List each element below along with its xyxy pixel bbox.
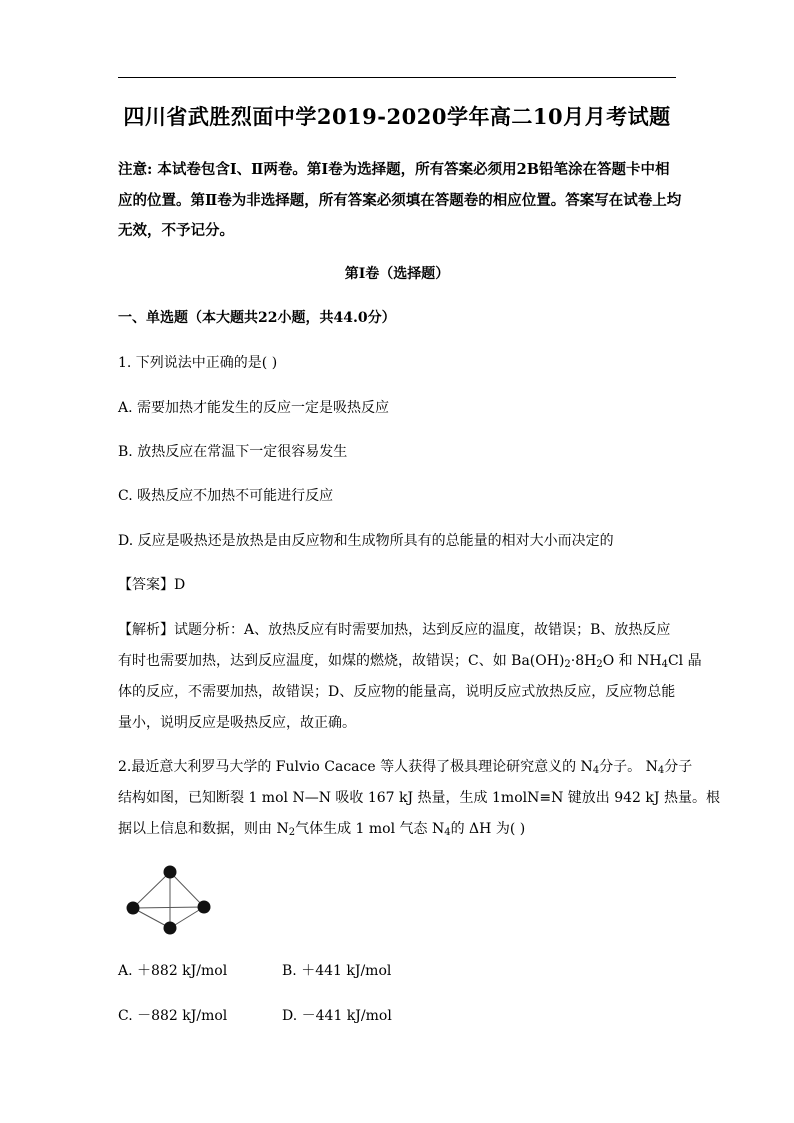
question-1-option-d: D. 反应是吸热还是放热是由反应物和生成物所具有的总能量的相对大小而决定的	[118, 533, 614, 549]
notice-line-2: 应的位置。第Ⅱ卷为非选择题，所有答案必须填在答题卷的相应位置。答案写在试卷上均	[118, 192, 682, 209]
question-2-line-2: 结构如图，已知断裂 1 mol N—N 吸收 167 kJ 热量，生成 1molN≡N 键放出 942 kJ 热量。根	[118, 790, 720, 806]
notice-line-3: 无效，不予记分。	[118, 222, 234, 239]
section-title: 第Ⅰ卷（选择题）	[344, 266, 450, 282]
notice-line-1: 注意: 本试卷包含Ⅰ、Ⅱ两卷。第Ⅰ卷为选择题，所有答案必须用2B铅笔涂在答题卡中相	[118, 161, 670, 178]
part-heading: 一、单选题（本大题共22小题，共44.0分）	[118, 310, 396, 326]
nitrogen-atom	[127, 902, 140, 915]
question-2-option-c: C. －882 kJ/mol	[118, 1008, 228, 1024]
question-2-option-d: D. －441 kJ/mol	[282, 1008, 392, 1024]
exam-title: 四川省武胜烈面中学2019-2020学年高二10月月考试题	[123, 104, 671, 129]
question-1-option-a: A. 需要加热才能发生的反应一定是吸热反应	[118, 400, 390, 416]
n4-molecule-diagram	[118, 860, 218, 940]
question-1-stem: 1. 下列说法中正确的是( )	[118, 355, 278, 371]
question-1-option-c: C. 吸热反应不加热不可能进行反应	[118, 488, 334, 504]
header-rule	[118, 77, 676, 78]
bond	[133, 872, 170, 908]
nitrogen-atom	[164, 922, 177, 935]
question-2-option-b: B. ＋441 kJ/mol	[282, 963, 392, 979]
n4-bonds	[133, 872, 204, 928]
bond	[170, 872, 204, 907]
question-2-line-1: 2.最近意大利罗马大学的 Fulvio Cacace 等人获得了极具理论研究意义的 $N_4$分子。 $N_4$分子	[118, 759, 693, 776]
question-2-option-a: A. ＋882 kJ/mol	[118, 963, 228, 979]
question-1-analysis-line-3: 体的反应，不需要加热，故错误；D、反应物的能量高，说明反应式放热反应，反应物总能	[118, 684, 676, 700]
question-1-answer: 【答案】D	[118, 577, 186, 593]
bond	[133, 907, 204, 908]
question-1-analysis-line-2: 有时也需要加热，达到反应温度，如煤的燃烧，故错误；C、如 $Ba(OH)_2\cdot 8H_2O$ 和 $NH_4Cl$ 晶	[118, 653, 702, 670]
question-1-option-b: B. 放热反应在常温下一定很容易发生	[118, 444, 348, 460]
question-2-line-3: 据以上信息和数据，则由 $N_2$气体生成 1 mol 气态 $N_4$的 ΔH 为( )	[118, 821, 526, 838]
question-1-analysis-line-1: 【解析】试题分析：A、放热反应有时需要加热，达到反应的温度，故错误；B、放热反应	[118, 622, 671, 638]
nitrogen-atom	[198, 901, 211, 914]
question-1-analysis-line-4: 量小，说明反应是吸热反应，故正确。	[118, 715, 356, 731]
nitrogen-atom	[164, 866, 177, 879]
